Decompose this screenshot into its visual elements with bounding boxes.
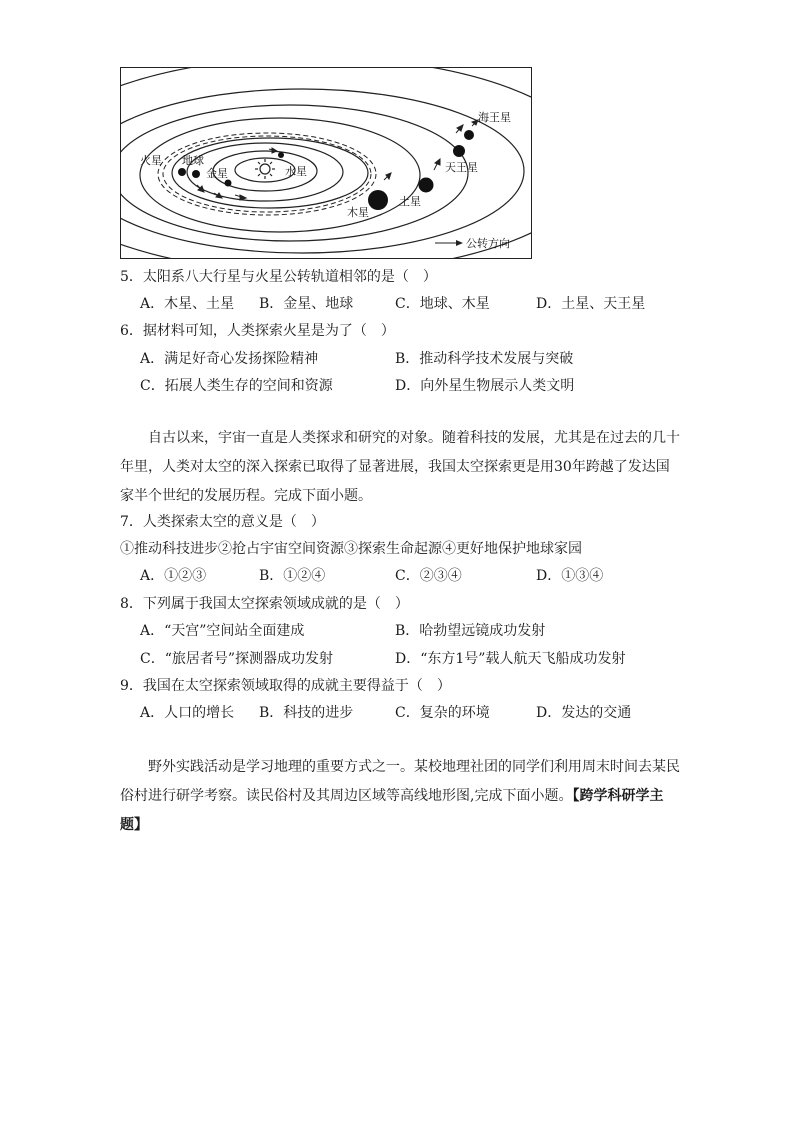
q5-option-d: D．土星、天王星 (536, 296, 646, 312)
uranus-planet (453, 145, 465, 157)
mars-planet (178, 168, 186, 176)
jupiter-planet (368, 190, 388, 210)
q9-stem: 9．我国在太空探索领域取得的成就主要得益于（ ） (120, 678, 451, 694)
q6-option-d: D．向外星生物展示人类文明 (395, 378, 575, 394)
q6-option-c: C．拓展人类生存的空间和资源 (140, 378, 333, 394)
solar-system-svg (120, 67, 532, 259)
q8-option-d: D．“东方1号”载人航天飞船成功发射 (395, 651, 626, 667)
q8-option-b: B．哈勃望远镜成功发射 (395, 623, 546, 639)
venus-planet (225, 180, 232, 187)
q9-option-a: A．人口的增长 (140, 705, 235, 721)
venus-label: 金星 (206, 167, 228, 180)
q8-option-a: A．“天宫”空间站全面建成 (140, 623, 305, 639)
neptune-label: 海王星 (478, 111, 511, 124)
q9-option-c: C．复杂的环境 (395, 705, 490, 721)
earth-label: 地球 (182, 154, 204, 167)
q5-stem: 5．太阳系八大行星与火星公转轨道相邻的是（ ） (120, 269, 437, 285)
saturn-label: 土星 (399, 195, 421, 208)
q7-option-a: A．①②③ (140, 568, 207, 584)
q5-option-b: B．金星、地球 (259, 296, 354, 312)
q6-option-a: A．满足好奇心发扬探险精神 (140, 351, 319, 367)
q6-stem: 6．据材料可知，人类探索火星是为了（ ） (120, 323, 395, 339)
q6-option-b: B．推动科学技术发展与突破 (395, 351, 574, 367)
q5-option-c: C．地球、木星 (395, 296, 490, 312)
q7-option-c: C．②③④ (395, 568, 462, 584)
q5-option-a: A．木星、土星 (140, 296, 235, 312)
passage-space-exploration (120, 424, 680, 511)
q7-option-b: B．①②④ (259, 568, 326, 584)
q9-option-d: D．发达的交通 (536, 705, 632, 721)
q7-stem: 7．人类探索太空的意义是（ ） (120, 514, 325, 530)
neptune-planet (464, 130, 474, 140)
q8-stem: 8．下列属于我国太空探索领域成就的是（ ） (120, 596, 409, 612)
q9-option-b: B．科技的进步 (259, 705, 354, 721)
solar-system-diagram (120, 67, 532, 259)
saturn-planet (419, 178, 434, 193)
sun-icon (255, 159, 275, 179)
q7-option-d: D．①③④ (536, 568, 604, 584)
q7-items: ①推动科技进步②抢占宇宙空间资源③探索生命起源④更好地保护地球家园 (120, 541, 582, 557)
earth-planet (192, 170, 200, 178)
jupiter-label: 木星 (347, 206, 369, 219)
passage1-text: 自古以来，宇宙一直是人类探求和研究的对象。随着科技的发展，尤其是在过去的几十年里，人类对太空的深入探索已取得了显著进展，我国太空探索更是用30年跨越了发达国家半个世纪的发展历程。完成下面小题。 (120, 430, 680, 504)
passage-field-practice (120, 753, 680, 840)
mars-label: 火星 (140, 154, 162, 167)
mercury-label: 水星 (285, 165, 307, 178)
legend-label: 公转方向 (466, 237, 510, 250)
q8-option-c: C．“旅居者号”探测器成功发射 (140, 651, 334, 667)
passage2-tag: 【跨学科研学主题】 (120, 788, 664, 833)
passage2-text: 野外实践活动是学习地理的重要方式之一。某校地理社团的同学们利用周末时间去某民俗村进行研学考察。读民俗村及其周边区域等高线地形图,完成下面小题。 (120, 759, 680, 804)
mercury-planet (278, 152, 284, 158)
uranus-label: 天王星 (445, 161, 478, 174)
